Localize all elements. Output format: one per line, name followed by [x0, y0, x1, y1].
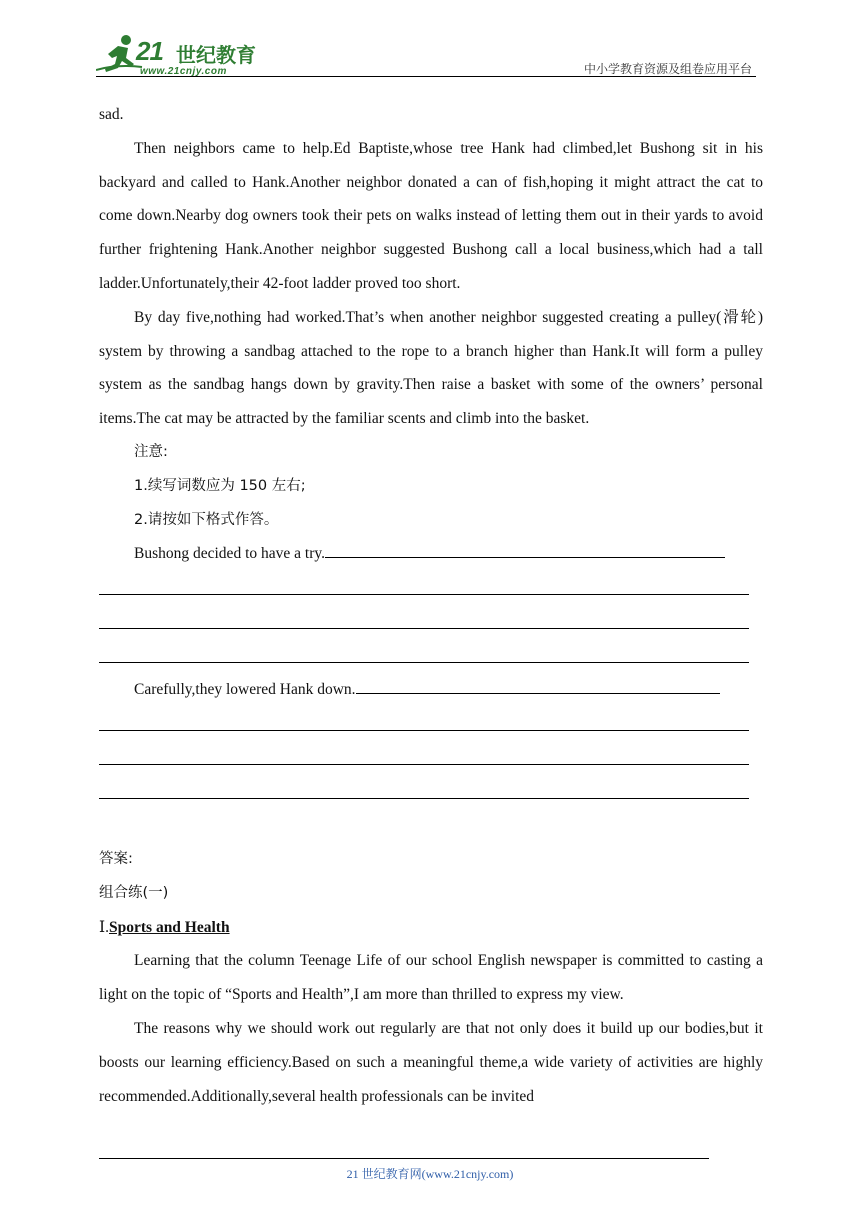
answer-label: 答案: [99, 850, 133, 867]
note-format: 2.请按如下格式作答。 [134, 511, 279, 528]
page-header [96, 28, 756, 78]
answer-paragraph-1: Learning that the column Teenage Life of our school English newspaper is committed to casting a light on the topic of “Sports and Health”,I am more than thrilled to express my view. [99, 952, 763, 1004]
logo-text: 世纪教育 [176, 43, 256, 67]
logo-url: www.21cnjy.com [140, 66, 227, 77]
notes-title: 注意: [134, 443, 168, 460]
note-word-count: 1.续写词数应为 150 左右; [134, 477, 306, 494]
answer-line[interactable] [99, 571, 763, 605]
part-heading [99, 911, 763, 945]
answer-paragraph-2: The reasons why we should work out regularly are that not only does it build up our bodies,but it boosts our learning efficiency.Based on such a meaningful theme,a wide variety of activities are highly recommended.Additionally,several health professionals can be invited [99, 1019, 763, 1105]
answer-blank[interactable] [356, 675, 720, 694]
document-body [99, 98, 763, 1113]
part-title: Sports and Health [109, 918, 230, 936]
header-divider [96, 76, 756, 77]
answer-line[interactable] [99, 707, 763, 741]
prompt-first-line [99, 537, 763, 571]
paragraph-neighbors: Then neighbors came to help.Ed Baptiste,whose tree Hank had climbed,let Bushong sit in his backyard and called to Hank.Another neighbor donated a can of fish,hoping it might attract the cat to come down.Nearby dog owners took their pets on walks instead of letting them out in their yards to avoid further frightening Hank.Another neighbor suggested Bushong call a local business,which had a tall ladder.Unfortunately,their 42-foot ladder proved too short. [99, 139, 763, 292]
footer-link[interactable]: 21 世纪教育网(www.21cnjy.com) [346, 1167, 514, 1181]
site-logo[interactable] [96, 34, 266, 78]
logo-number: 21 [136, 36, 163, 66]
part-number: Ⅰ. [99, 918, 109, 936]
footer-divider [99, 1158, 709, 1159]
paragraph-day-five: By day five,nothing had worked.That’s when another neighbor suggested creating a pulley(滑轮) system by throwing a sandbag attached to the rope to a branch higher than Hank.It will form a pulley system as the sandbag hangs down by gravity.Then raise a basket with some of the owners’ personal items.The cat may be attracted by the familiar scents and climb into the basket. [99, 308, 763, 428]
prompt-second-line [99, 673, 763, 707]
answer-line[interactable] [99, 775, 763, 809]
paragraph-sad: sad. [99, 106, 124, 123]
platform-tagline: 中小学教育资源及组卷应用平台 [583, 62, 752, 76]
spacer [99, 809, 763, 843]
section-title: 组合练(一) [99, 884, 169, 901]
answer-line[interactable] [99, 639, 763, 673]
prompt-first-text: Bushong decided to have a try. [134, 545, 325, 563]
answer-blank[interactable] [325, 539, 725, 558]
prompt-second-text: Carefully,they lowered Hank down. [134, 681, 356, 699]
answer-line[interactable] [99, 605, 763, 639]
answer-line[interactable] [99, 741, 763, 775]
